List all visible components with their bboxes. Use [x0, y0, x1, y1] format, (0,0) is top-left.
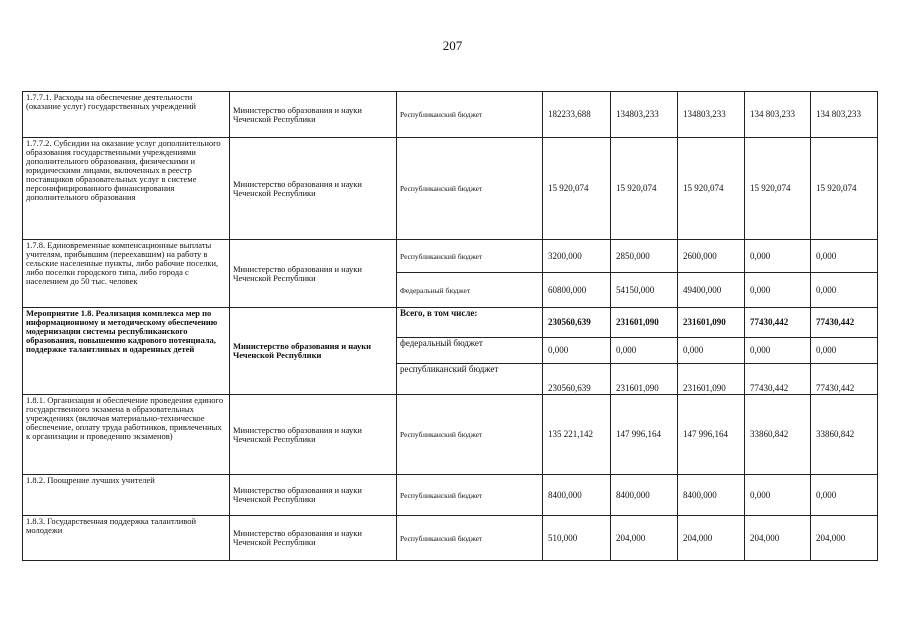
amount-cell: 204,000	[745, 516, 811, 561]
amount-cell: 135 221,142	[543, 395, 611, 475]
amount-cell: 77430,442	[811, 308, 878, 338]
funding-source: Республиканский бюджет	[397, 138, 543, 240]
measure-description: Мероприятие 1.8. Реализация комплекса мер по информационному и методическому обеспечению модернизации системы республиканского образования, повышению кадрового потенциала, поддержке талантливых и одаренных детей	[23, 308, 230, 395]
amount-cell: 33860,842	[745, 395, 811, 475]
page-number: 207	[442, 38, 463, 53]
table-row	[23, 240, 878, 273]
amount-cell: 2600,000	[678, 240, 745, 273]
amount-cell: 15 920,074	[811, 138, 878, 240]
executor-cell: Министерство образования и науки Чеченской Республики	[230, 308, 397, 395]
amount-cell: 204,000	[811, 516, 878, 561]
table-row	[23, 475, 878, 516]
amount-cell: 0,000	[745, 475, 811, 516]
executor-cell: Министерство образования и науки Чеченской Республики	[230, 138, 397, 240]
measure-description: 1.8.3. Государственная поддержка талантливой молодежи	[23, 516, 230, 561]
amount-cell: 2850,000	[611, 240, 678, 273]
amount-cell: 182233,688	[543, 92, 611, 138]
amount-cell: 15 920,074	[678, 138, 745, 240]
amount-cell: 8400,000	[678, 475, 745, 516]
budget-table	[22, 91, 878, 561]
measure-description: 1.7.8. Единовременные компенсационные выплаты учителям, прибывшим (переехавшим) на работу в сельские населенные пункты, либо рабочие поселки, либо поселки городского типа, либо города с населением до 50 тыс. человек	[23, 240, 230, 308]
amount-cell: 0,000	[678, 338, 745, 364]
amount-cell: 0,000	[745, 273, 811, 308]
executor-cell: Министерство образования и науки Чеченской Республики	[230, 475, 397, 516]
amount-cell: 0,000	[811, 338, 878, 364]
amount-cell: 147 996,164	[678, 395, 745, 475]
table-row	[23, 92, 878, 138]
amount-cell: 134 803,233	[811, 92, 878, 138]
funding-source: Республиканский бюджет	[397, 475, 543, 516]
amount-cell: 77430,442	[745, 364, 811, 395]
table-row	[23, 138, 878, 240]
amount-cell: 0,000	[811, 475, 878, 516]
amount-cell: 8400,000	[543, 475, 611, 516]
amount-cell: 204,000	[678, 516, 745, 561]
amount-cell: 77430,442	[745, 308, 811, 338]
amount-cell: 0,000	[543, 338, 611, 364]
amount-cell: 15 920,074	[745, 138, 811, 240]
amount-cell: 0,000	[811, 273, 878, 308]
amount-cell: 0,000	[611, 338, 678, 364]
amount-cell: 15 920,074	[543, 138, 611, 240]
funding-source: Республиканский бюджет	[397, 395, 543, 475]
amount-cell: 15 920,074	[611, 138, 678, 240]
amount-cell: 8400,000	[611, 475, 678, 516]
measure-description: 1.8.2. Поощрение лучших учителей	[23, 475, 230, 516]
amount-cell: 231601,090	[678, 308, 745, 338]
amount-cell: 49400,000	[678, 273, 745, 308]
table-row	[23, 308, 878, 338]
amount-cell: 77430,442	[811, 364, 878, 395]
table-row	[23, 395, 878, 475]
amount-cell: 33860,842	[811, 395, 878, 475]
amount-cell: 147 996,164	[611, 395, 678, 475]
amount-cell: 231601,090	[611, 364, 678, 395]
measure-description: 1.7.7.2. Субсидии на оказание услуг дополнительного образования государственными учреждениями дополнительного образования, физическими и юридическими лицами, включенных в реестр поставщиков образовательных услуг в системе персонифицированного финансирования дополнительного образования	[23, 138, 230, 240]
amount-cell: 0,000	[745, 240, 811, 273]
amount-cell: 231601,090	[678, 364, 745, 395]
funding-source: Республиканский бюджет	[397, 516, 543, 561]
funding-source: Республиканский бюджет	[397, 240, 543, 273]
amount-cell: 510,000	[543, 516, 611, 561]
funding-source: федеральный бюджет	[397, 338, 543, 364]
table-row	[23, 516, 878, 561]
amount-cell: 134803,233	[611, 92, 678, 138]
executor-cell: Министерство образования и науки Чеченской Республики	[230, 516, 397, 561]
executor-cell: Министерство образования и науки Чеченской Республики	[230, 92, 397, 138]
amount-cell: 3200,000	[543, 240, 611, 273]
amount-cell: 231601,090	[611, 308, 678, 338]
executor-cell: Министерство образования и науки Чеченской Республики	[230, 240, 397, 308]
funding-source: Всего, в том числе:	[397, 308, 543, 338]
amount-cell: 54150,000	[611, 273, 678, 308]
amount-cell: 0,000	[745, 338, 811, 364]
funding-source: республиканский бюджет	[397, 364, 543, 395]
amount-cell: 60800,000	[543, 273, 611, 308]
funding-source: Федеральный бюджет	[397, 273, 543, 308]
measure-description: 1.7.7.1. Расходы на обеспечение деятельности (оказание услуг) государственных учреждений	[23, 92, 230, 138]
executor-cell: Министерство образования и науки Чеченской Республики	[230, 395, 397, 475]
measure-description: 1.8.1. Организация и обеспечение проведения единого государственного экзамена в образовательных учреждениях (включая материально-техническое обеспечение, оплату труда работников, привлеченных к организации и проведению экзаменов)	[23, 395, 230, 475]
amount-cell: 230560,639	[543, 364, 611, 395]
amount-cell: 134803,233	[678, 92, 745, 138]
amount-cell: 230560,639	[543, 308, 611, 338]
amount-cell: 134 803,233	[745, 92, 811, 138]
amount-cell: 204,000	[611, 516, 678, 561]
amount-cell: 0,000	[811, 240, 878, 273]
funding-source: Республиканский бюджет	[397, 92, 543, 138]
